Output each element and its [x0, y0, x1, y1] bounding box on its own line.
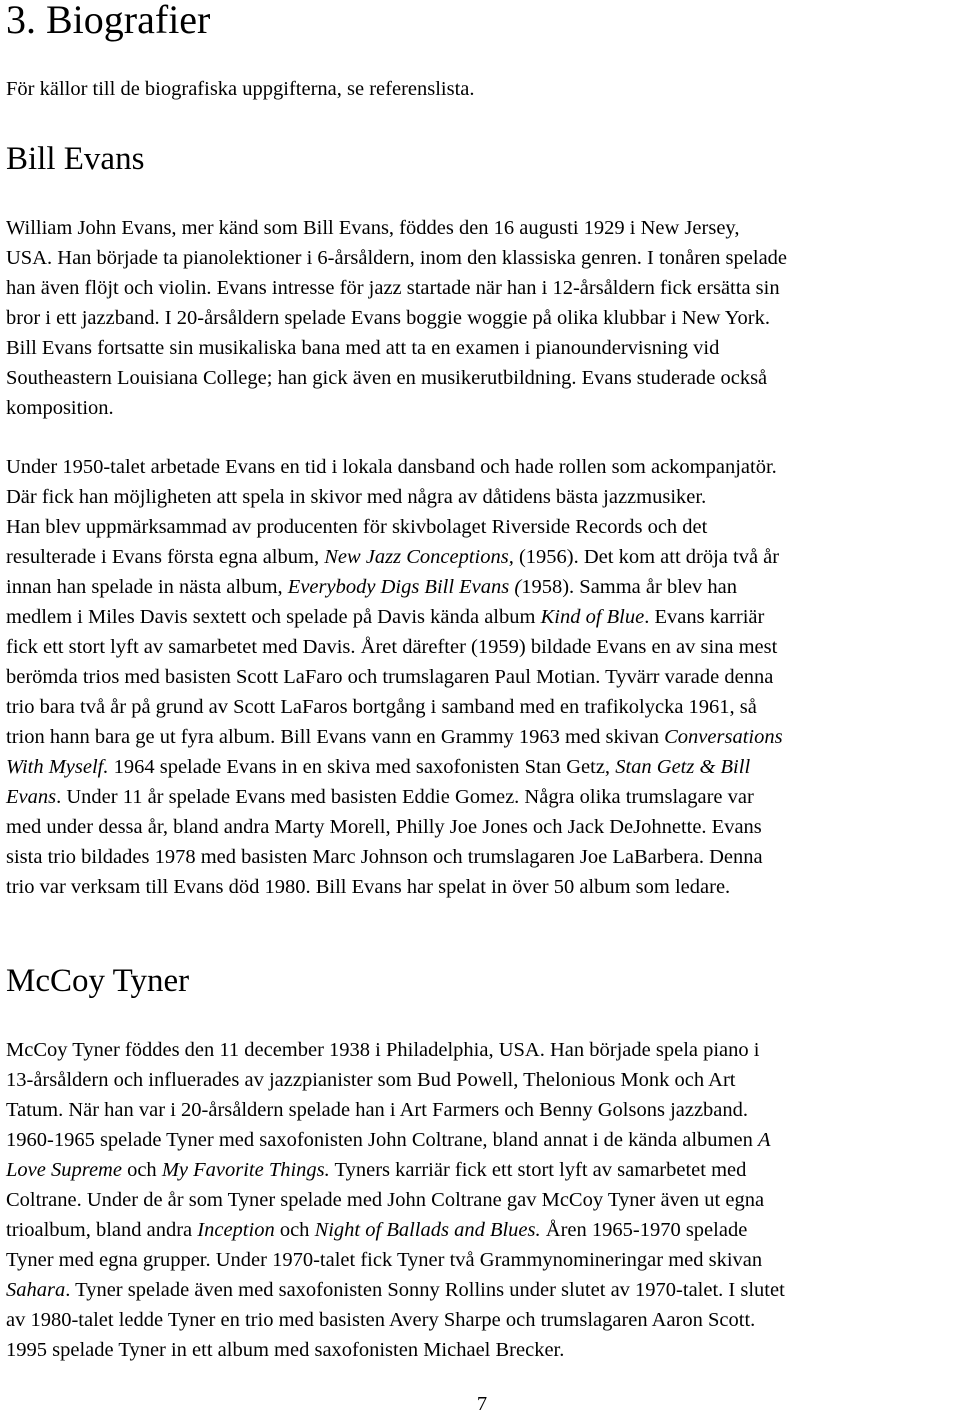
- text-line: William John Evans, mer känd som Bill Evans, föddes den 16 augusti 1929 i New Jersey,: [6, 217, 740, 239]
- text-run: . Evans karriär: [644, 606, 765, 628]
- text-run: och: [274, 1219, 315, 1241]
- text-run: 1964 spelade Evans in en skiva med saxofonisten Stan Getz,: [108, 756, 616, 778]
- text-line: han även flöjt och violin. Evans intresse för jazz startade när han i 12-årsåldern fick ersätta sin: [6, 277, 780, 299]
- text-line: bror i ett jazzband. I 20-årsåldern spelade Evans boggie woggie på olika klubbar i New York.: [6, 307, 770, 329]
- album-title: With Myself.: [6, 756, 109, 778]
- text-line: 1995 spelade Tyner in ett album med saxofonisten Michael Brecker.: [6, 1339, 565, 1361]
- text-run: och: [121, 1159, 162, 1181]
- text-line: [6, 602, 958, 632]
- text-line: 13-årsåldern och influerades av jazzpianister som Bud Powell, Thelonious Monk och Art: [6, 1069, 736, 1091]
- text-line: USA. Han började ta pianolektioner i 6-årsåldern, inom den klassiska genren. I tonåren spelade: [6, 247, 788, 269]
- album-title: A: [757, 1129, 771, 1151]
- text-line: [6, 1125, 958, 1155]
- album-title: Conversations: [664, 726, 783, 748]
- text-run: Åren 1965-1970 spelade: [540, 1219, 748, 1241]
- text-run: trioalbum, bland andra: [6, 1219, 198, 1241]
- mccoy-tyner-paragraph-1: [6, 1035, 958, 1365]
- text-line: [6, 752, 958, 782]
- text-line: komposition.: [6, 397, 114, 419]
- section-heading-mccoy-tyner: McCoy Tyner: [6, 963, 190, 999]
- text-line: berömda trios med basisten Scott LaFaro och trumslagaren Paul Motian. Tyvärr varade denna: [6, 666, 774, 688]
- text-line: McCoy Tyner föddes den 11 december 1938 i Philadelphia, USA. Han började spela piano i: [6, 1039, 760, 1061]
- text-run: 1958). Samma år blev han: [521, 576, 737, 598]
- text-run: innan han spelade in nästa album,: [6, 576, 288, 598]
- page-number: 7: [476, 1393, 488, 1415]
- text-run: medlem i Miles Davis sextett och spelade på Davis kända album: [6, 606, 541, 628]
- text-line: Southeastern Louisiana College; han gick även en musikerutbildning. Evans studerade också: [6, 367, 768, 389]
- text-line: Han blev uppmärksammad av producenten för skivbolaget Riverside Records och det: [6, 516, 708, 538]
- text-line: trio bara två år på grund av Scott LaFaros bortgång i samband med en trafikolycka 1961, så: [6, 696, 757, 718]
- album-title: Stan Getz & Bill: [615, 756, 751, 778]
- text-run: Tyners karriär fick ett stort lyft av samarbetet med: [329, 1159, 747, 1181]
- album-title: New Jazz Conceptions,: [324, 546, 514, 568]
- text-line: av 1980-talet ledde Tyner en trio med basisten Avery Sharpe och trumslagaren Aaron Scott.: [6, 1309, 756, 1331]
- text-line: sista trio bildades 1978 med basisten Marc Johnson och trumslagaren Joe LaBarbera. Denna: [6, 846, 763, 868]
- bill-evans-paragraph-1: [6, 213, 958, 423]
- text-line: med under dessa år, bland andra Marty Morell, Philly Joe Jones och Jack DeJohnette. Evans: [6, 816, 762, 838]
- text-line: [6, 1275, 958, 1305]
- text-line: [6, 542, 958, 572]
- text-line: Tatum. När han var i 20-årsåldern spelade han i Art Farmers och Benny Golsons jazzband.: [6, 1099, 749, 1121]
- text-line: Där fick han möjligheten att spela in skivor med några av dåtidens bästa jazzmusiker.: [6, 486, 707, 508]
- text-line: Under 1950-talet arbetade Evans en tid i lokala dansband och hade rollen som ackompanjatör.: [6, 456, 777, 478]
- bill-evans-paragraph-2: [6, 452, 958, 902]
- section-heading-bill-evans: Bill Evans: [6, 141, 145, 177]
- text-line: [6, 722, 958, 752]
- album-title: Night of Ballads and Blues.: [314, 1219, 541, 1241]
- text-line: Tyner med egna grupper. Under 1970-talet fick Tyner två Grammynomineringar med skivan: [6, 1249, 763, 1271]
- text-line: trio var verksam till Evans död 1980. Bill Evans har spelat in över 50 album som ledare.: [6, 876, 731, 898]
- text-line: [6, 1215, 958, 1245]
- text-run: . Under 11 år spelade Evans med basisten Eddie Gomez. Några olika trumslagare var: [56, 786, 754, 808]
- text-run: 1960-1965 spelade Tyner med saxofonisten John Coltrane, bland annat i de kända albumen: [6, 1129, 758, 1151]
- chapter-title: 3. Biografier: [6, 0, 211, 42]
- text-line: [6, 572, 958, 602]
- text-line: [6, 1155, 958, 1185]
- text-run: trion hann bara ge ut fyra album. Bill Evans vann en Grammy 1963 med skivan: [6, 726, 665, 748]
- album-title: Sahara: [6, 1279, 66, 1301]
- text-run: resulterade i Evans första egna album,: [6, 546, 325, 568]
- text-line: [6, 782, 958, 812]
- album-title: Evans: [6, 786, 57, 808]
- text-run: . Tyner spelade även med saxofonisten Sonny Rollins under slutet av 1970-talet. I slutet: [65, 1279, 785, 1301]
- text-line: Bill Evans fortsatte sin musikaliska bana med att ta en examen i pianoundervisning vid: [6, 337, 720, 359]
- album-title: Love Supreme: [6, 1159, 122, 1181]
- text-line: fick ett stort lyft av samarbetet med Davis. Året därefter (1959) bildade Evans en av sina mest: [6, 636, 778, 658]
- album-title: Kind of Blue: [540, 606, 645, 628]
- album-title: My Favorite Things.: [161, 1159, 330, 1181]
- album-title: Inception: [197, 1219, 275, 1241]
- text-line: Coltrane. Under de år som Tyner spelade med John Coltrane gav McCoy Tyner även ut egna: [6, 1189, 765, 1211]
- text-run: (1956). Det kom att dröja två år: [513, 546, 780, 568]
- album-title: Everybody Digs Bill Evans (: [287, 576, 522, 598]
- chapter-intro: För källor till de biografiska uppgifterna, se referenslista.: [6, 78, 475, 100]
